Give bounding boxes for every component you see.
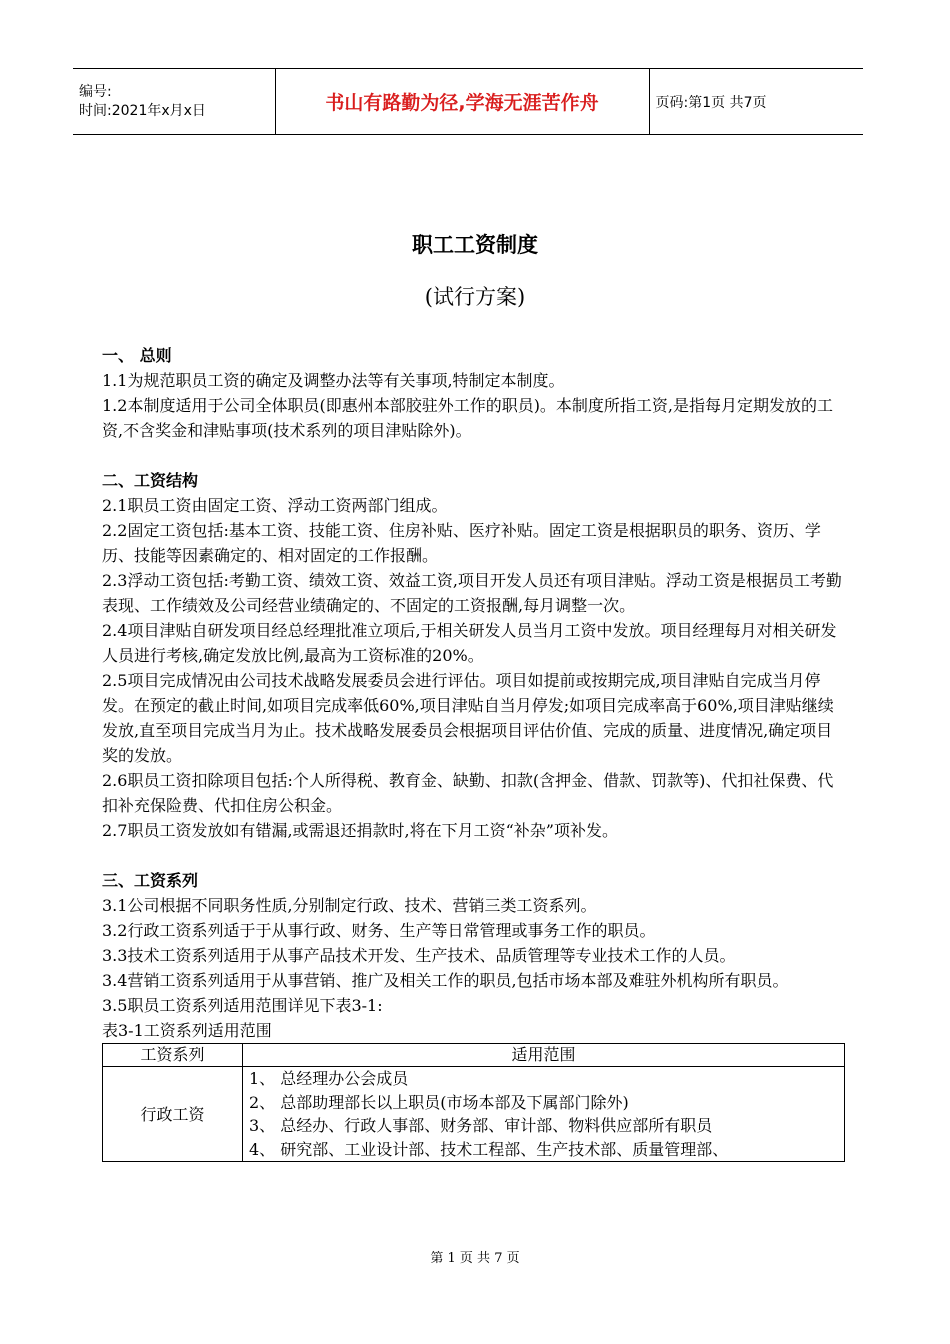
paragraph: 1.1为规范职员工资的确定及调整办法等有关事项,特制定本制度。 — [102, 371, 565, 390]
salary-series-range-table — [102, 1043, 845, 1162]
header-page-code-cell — [649, 69, 863, 135]
table-header-cell: 工资系列 — [103, 1044, 243, 1067]
paragraph: 3.4营销工资系列适用于从事营销、推广及相关工作的职员,包括市场本部及难驻外机构所有职员。 — [102, 971, 789, 990]
paragraph: 3.3技术工资系列适用于从事产品技术开发、生产技术、品质管理等专业技术工作的人员。 — [102, 946, 736, 965]
table-cell-category: 行政工资 — [103, 1067, 243, 1162]
table-row — [103, 1067, 845, 1162]
paragraph: 2.1职员工资由固定工资、浮动工资两部门组成。 — [102, 496, 448, 515]
paragraph: 2.6职员工资扣除项目包括:个人所得税、教育金、缺勤、扣款(含押金、借款、罚款等)、代扣社保费、代扣补充保险费、代扣住房公积金。 — [102, 771, 834, 815]
table-header-cell: 适用范围 — [243, 1044, 845, 1067]
paragraph: 3.5职员工资系列适用范围详见下表3-1: — [102, 996, 383, 1015]
header-page-code: 页码:第1页 共7页 — [655, 94, 767, 111]
header-slogan-cell — [275, 69, 649, 135]
paragraph: 2.2固定工资包括:基本工资、技能工资、住房补贴、医疗补贴。固定工资是根据职员的职务、资历、学历、技能等因素确定的、相对固定的工作报酬。 — [102, 521, 821, 565]
section-heading: 二、工资结构 — [102, 471, 199, 490]
document-title: 职工工资制度 — [412, 233, 538, 257]
section-general — [102, 343, 842, 443]
scope-item: 2、 总部助理部长以上职员(市场本部及下属部门除外) — [249, 1092, 629, 1112]
table-header-row — [103, 1044, 845, 1067]
scope-item: 3、 总经办、行政人事部、财务部、审计部、物料供应部所有职员 — [249, 1116, 713, 1135]
document-number-label: 编号: — [79, 83, 112, 100]
document-time-label: 时间:2021年x月x日 — [79, 102, 206, 119]
table-cell-scope — [243, 1067, 845, 1162]
scope-item: 4、 研究部、工业设计部、技术工程部、生产技术部、质量管理部、 — [249, 1139, 729, 1159]
paragraph: 1.2本制度适用于公司全体职员(即惠州本部胶驻外工作的职员)。本制度所指工资,是指每月定期发放的工资,不含奖金和津贴事项(技术系列的项目津贴除外)。 — [102, 396, 834, 440]
header-meta-cell — [73, 69, 275, 135]
section-salary-structure — [102, 468, 842, 843]
paragraph: 2.7职员工资发放如有错漏,或需退还捐款时,将在下月工资“补杂”项补发。 — [102, 821, 618, 840]
document-header-table — [73, 68, 863, 135]
paragraph: 2.4项目津贴自研发项目经总经理批准立项后,于相关研发人员当月工资中发放。项目经理每月对相关研发人员进行考核,确定发放比例,最高为工资标准的20%。 — [102, 621, 837, 665]
paragraph: 3.1公司根据不同职务性质,分别制定行政、技术、营销三类工资系列。 — [102, 896, 597, 915]
section-salary-series — [102, 868, 842, 1043]
document-subtitle: (试行方案) — [424, 285, 526, 309]
document-body — [102, 343, 842, 1162]
paragraph: 2.3浮动工资包括:考勤工资、绩效工资、效益工资,项目开发人员还有项目津贴。浮动工资是根据员工考勤表现、工作绩效及公司经营业绩确定的、不固定的工资报酬,每月调整一次。 — [102, 571, 842, 615]
paragraph: 2.5项目完成情况由公司技术战略发展委员会进行评估。项目如提前或按期完成,项目津贴自完成当月停发。在预定的截止时间,如项目完成率低60%,项目津贴自当月停发;如项目完成率高于60%,项目津贴继续发放,直至项目完成当月为止。技术战略发展委员会根据项目评估价值、完成的质量、进度情况,确定项目奖的发放。 — [102, 671, 834, 765]
header-slogan: 书山有路勤为径,学海无涯苦作舟 — [325, 92, 599, 114]
section-heading: 三、工资系列 — [102, 871, 199, 890]
table-caption: 表3-1工资系列适用范围 — [102, 1021, 272, 1040]
scope-item: 1、 总经理办公会成员 — [249, 1069, 409, 1088]
page-footer: 第 1 页 共 7 页 — [430, 1251, 520, 1266]
paragraph: 3.2行政工资系列适于于从事行政、财务、生产等日常管理或事务工作的职员。 — [102, 921, 656, 940]
section-heading: 一、 总则 — [102, 346, 172, 365]
